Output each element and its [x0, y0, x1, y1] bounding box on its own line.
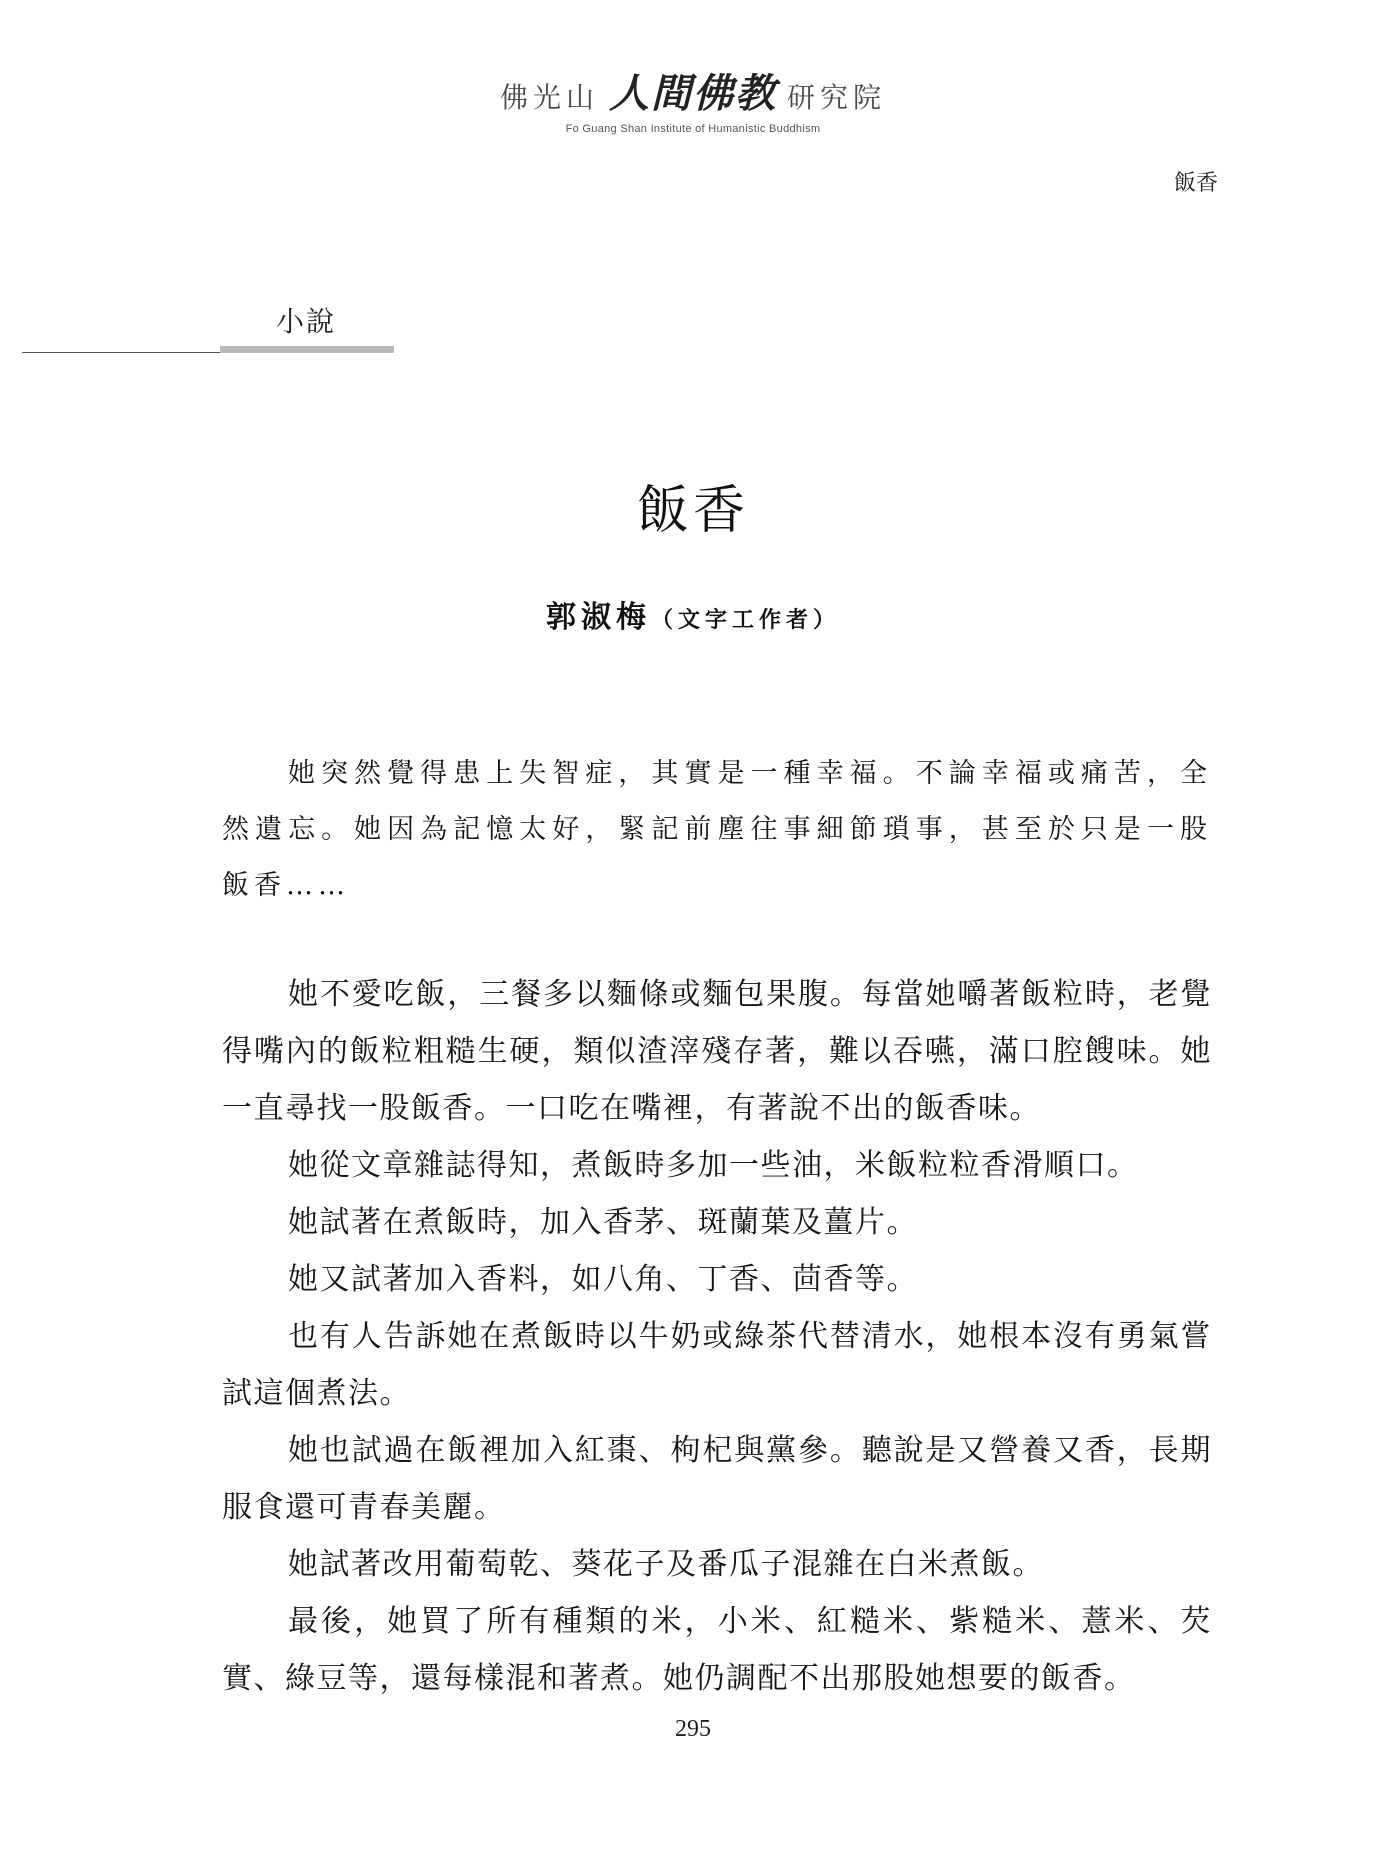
article-title: 飯香	[636, 481, 749, 541]
body-paragraph: 她也試過在飯裡加入紅棗、枸杞與黨參。聽說是又營養又香，長期服食還可青春美麗。	[222, 1433, 1212, 1525]
author-name: 郭淑梅	[545, 600, 651, 635]
abstract-paragraph: 她突然覺得患上失智症，其實是一種幸福。不論幸福或痛苦，全然遺忘。她因為記憶太好，緊記前塵往事細節瑣事，甚至於只是一股飯香……	[222, 758, 1212, 901]
body-paragraph: 她不愛吃飯，三餐多以麵條或麵包果腹。每當她嚼著飯粒時，老覺得嘴內的飯粒粗糙生硬，類似渣滓殘存著，難以吞嚥，滿口腔餿味。她一直尋找一股飯香。一口吃在嘴裡，有著說不出的飯香味。	[222, 977, 1212, 1126]
body-paragraph: 她又試著加入香料，如八角、丁香、茴香等。	[288, 1262, 918, 1297]
byline	[0, 592, 1386, 636]
body-paragraph: 她從文章雜誌得知，煮飯時多加一些油，米飯粒粒香滑順口。	[288, 1148, 1139, 1183]
running-head: 飯香	[1173, 171, 1218, 196]
body-paragraph: 她試著改用葡萄乾、葵花子及番瓜子混雜在白米煮飯。	[288, 1547, 1044, 1582]
body-paragraph: 也有人告訴她在煮飯時以牛奶或綠茶代替清水，她根本沒有勇氣嘗試這個煮法。	[222, 1319, 1212, 1411]
logo-left-text: 佛光山	[499, 81, 599, 114]
institute-logo	[0, 62, 1386, 135]
logo-right-text: 研究院	[787, 81, 887, 114]
author-affiliation: （文字工作者）	[650, 607, 840, 633]
body-paragraph: 最後，她買了所有種類的米，小米、紅糙米、紫糙米、薏米、芡實、綠豆等，還每樣混和著煮。她仍調配不出那股她想要的飯香。	[222, 1604, 1212, 1696]
section-divider-accent	[220, 346, 394, 353]
section-label: 小說	[276, 305, 337, 338]
article-abstract	[222, 746, 1212, 914]
page-number: 295	[675, 1716, 711, 1742]
article-body	[222, 966, 1212, 1707]
body-paragraph: 她試著在煮飯時，加入香茅、斑蘭葉及薑片。	[288, 1205, 918, 1240]
logo-wordmark	[0, 62, 1386, 119]
logo-english-text: Fo Guang Shan Institute of Humanistic Buddhism	[565, 123, 821, 135]
logo-main-text: 人間佛教	[609, 70, 777, 117]
